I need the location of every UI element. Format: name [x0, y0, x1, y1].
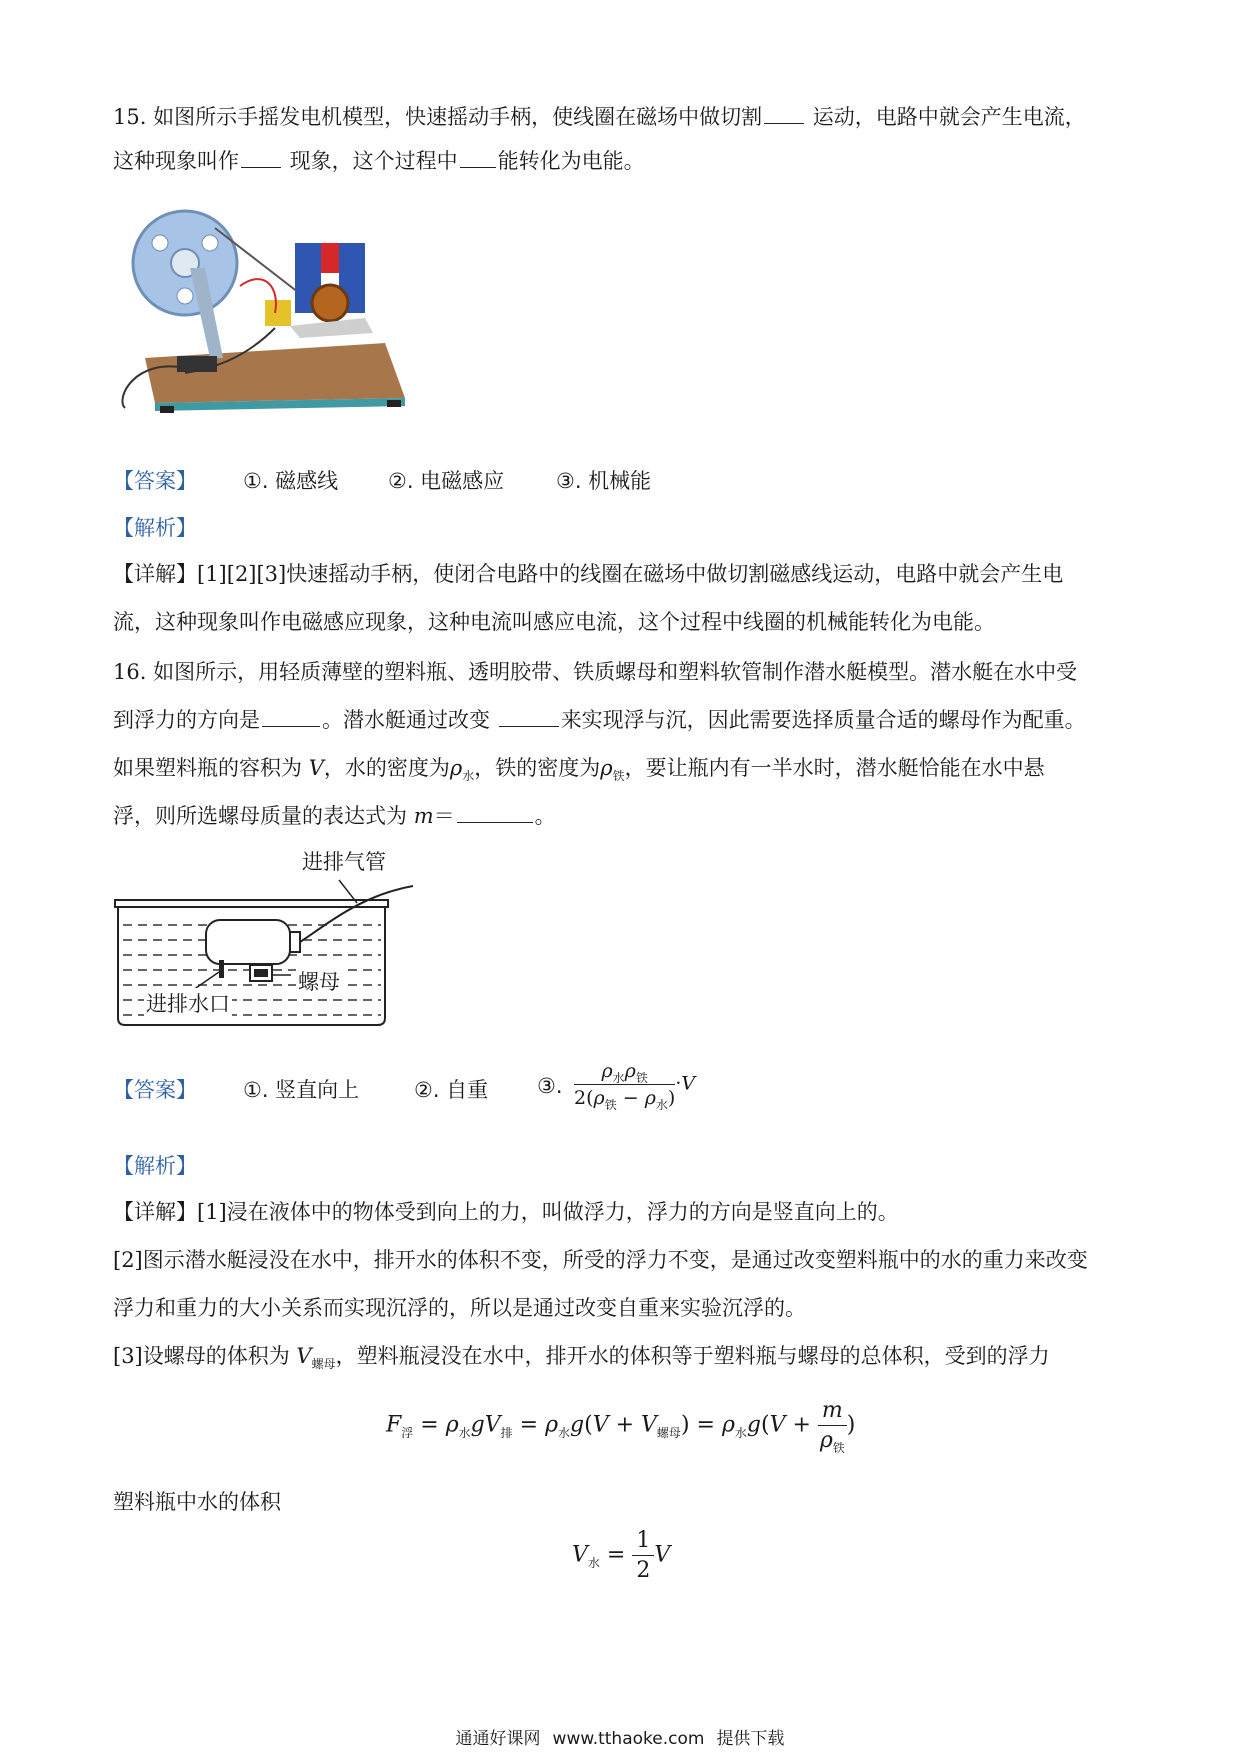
- page-footer: [0, 1724, 1240, 1749]
- q15-blank-1: [764, 103, 804, 124]
- q15-answer-line: [113, 465, 197, 495]
- q15-text: 现象，这个过程中: [283, 149, 458, 173]
- q16-detail-2a: [2]图示潜水艇浸没在水中，排开水的体积不变，所受的浮力不变，是通过改变塑料瓶中的水的重力来改变: [113, 1248, 1088, 1272]
- water-volume-text: 塑料瓶中水的体积: [113, 1490, 281, 1514]
- rho-symbol: ρ: [449, 756, 463, 780]
- var-V: V: [296, 1344, 312, 1368]
- q16-answer-1: ①. 竖直向上: [243, 1078, 360, 1102]
- q16-text: ，要让瓶内有一半水时，潜水艇恰能在水中悬: [624, 756, 1045, 780]
- q15-line1: [113, 103, 1133, 131]
- q16-detail-text: ，塑料瓶浸没在水中，排开水的体积等于塑料瓶与螺母的总体积，受到的浮力: [335, 1344, 1050, 1368]
- q15-blank-3: [460, 147, 496, 168]
- detail-tag: 【详解】: [113, 1200, 197, 1224]
- q16-text: ，铁的密度为: [474, 756, 601, 780]
- q16-text: 到浮力的方向是: [113, 708, 260, 732]
- q16-text: ，水的密度为: [323, 756, 450, 780]
- q15-answer-3: ③. 机械能: [556, 469, 652, 493]
- footer-url[interactable]: www.tthaoke.com: [552, 1729, 705, 1749]
- footer-note: 提供下载: [716, 1729, 785, 1749]
- footer-site: 通通好课网: [455, 1729, 541, 1749]
- q16-answer-2: ②. 自重: [414, 1078, 489, 1102]
- buoyancy-equation: $F_浮 = \rho_水gV_排 = \rho_水g(V + V_{螺母}) = \rho_水g(V$ + $\frac{m}{\rho_铁}$ ): [386, 1398, 856, 1455]
- q15-answer-2: ②. 电磁感应: [388, 469, 505, 493]
- q15-line2: [113, 147, 1133, 175]
- answer-tag: 【答案】: [113, 469, 197, 493]
- q16-detail-text: [3]设螺母的体积为: [113, 1344, 297, 1368]
- inlet-port: [219, 960, 224, 978]
- label-inlet: 进排水口: [144, 988, 232, 1018]
- q15-blank-2: [241, 147, 281, 168]
- q15-answer-1: ①. 磁感线: [243, 469, 339, 493]
- q15-text: 运动，电路中就会产生电流，: [806, 105, 1086, 129]
- answer-fraction: $\frac{\rho_水\rho_铁}{2(\rho_铁 - \rho_水)}$: [574, 1060, 676, 1112]
- label-air-tube: 进排气管: [302, 850, 386, 874]
- q16-answer-3-formula: $\frac{\rho_水\rho_铁}{2(\rho_铁 - \rho_水)}$ ·V: [574, 1060, 696, 1112]
- q15-text: 能转化为电能。: [497, 149, 645, 173]
- equals-sign: ＝: [433, 804, 455, 828]
- q15-text: 15. 如图所示手摇发电机模型，快速摇动手柄，使线圈在磁场中做切割: [113, 105, 763, 129]
- q15-analysis-tag: 【解析】: [113, 516, 197, 540]
- q16-blank-2: [499, 706, 559, 727]
- q15-text: 这种现象叫作: [113, 149, 239, 173]
- var-V: V: [308, 756, 324, 780]
- q16-detail-1: [113, 1198, 1133, 1226]
- q16-detail-text: [1]浸在液体中的物体受到向上的力，叫做浮力，浮力的方向是竖直向上的。: [197, 1200, 899, 1224]
- q15-detail-line2: 流，这种现象叫作电磁感应现象，这种电流叫感应电流，这个过程中线圈的机械能转化为电能。: [113, 610, 995, 634]
- wooden-base: [145, 343, 405, 403]
- air-tube: [300, 886, 413, 942]
- q16-detail-3: [113, 1342, 1133, 1373]
- q16-text: 如果塑料瓶的容积为: [113, 756, 309, 780]
- q16-text: 浮，则所选螺母质量的表达式为: [113, 804, 414, 828]
- q16-blank-1: [262, 706, 320, 727]
- rho-symbol: ρ: [600, 756, 613, 780]
- label-nut: 螺母: [296, 966, 342, 996]
- coil: [312, 285, 348, 321]
- q16-detail-2b: 浮力和重力的大小关系而实现沉浮的，所以是通过改变自重来实验沉浮的。: [113, 1296, 806, 1320]
- sub-iron: 铁: [612, 769, 625, 783]
- detail-tag: 【详解】: [113, 562, 197, 586]
- sub-water: 水: [462, 769, 475, 783]
- q16-text: 来实现浮与沉，因此需要选择质量合适的螺母作为配重。: [560, 708, 1086, 732]
- q16-line4: [113, 802, 1133, 830]
- tank-rim: [115, 900, 388, 907]
- water-volume-equation: $V_水$ = $\frac{1}{2}$ V: [572, 1528, 671, 1583]
- plastic-bottle: [206, 920, 290, 964]
- q16-line1: 16. 如图所示，用轻质薄壁的塑料瓶、透明胶带、铁质螺母和塑料软管制作潜水艇模型。潜水艇在水中受: [113, 660, 1078, 684]
- q16-text: 。潜水艇通过改变: [322, 708, 497, 732]
- q16-text: 。: [534, 804, 556, 828]
- q16-answer-3-prefix: ③.: [537, 1074, 563, 1098]
- q15-detail-text: [1][2][3]快速摇动手柄，使闭合电路中的线圈在磁场中做切割磁感线运动，电路中就会产生电: [197, 562, 1064, 586]
- q16-analysis-tag: 【解析】: [113, 1154, 197, 1178]
- var-m: m: [413, 804, 434, 828]
- sub-nut: 螺母: [311, 1357, 336, 1371]
- q16-line3: [113, 754, 1133, 785]
- q16-blank-3: [457, 802, 533, 823]
- q16-line2: [113, 706, 1133, 734]
- q16-answer-tag: 【答案】: [113, 1078, 197, 1102]
- hand-crank-generator-image: [115, 208, 415, 413]
- q15-detail-line1: [113, 560, 1133, 588]
